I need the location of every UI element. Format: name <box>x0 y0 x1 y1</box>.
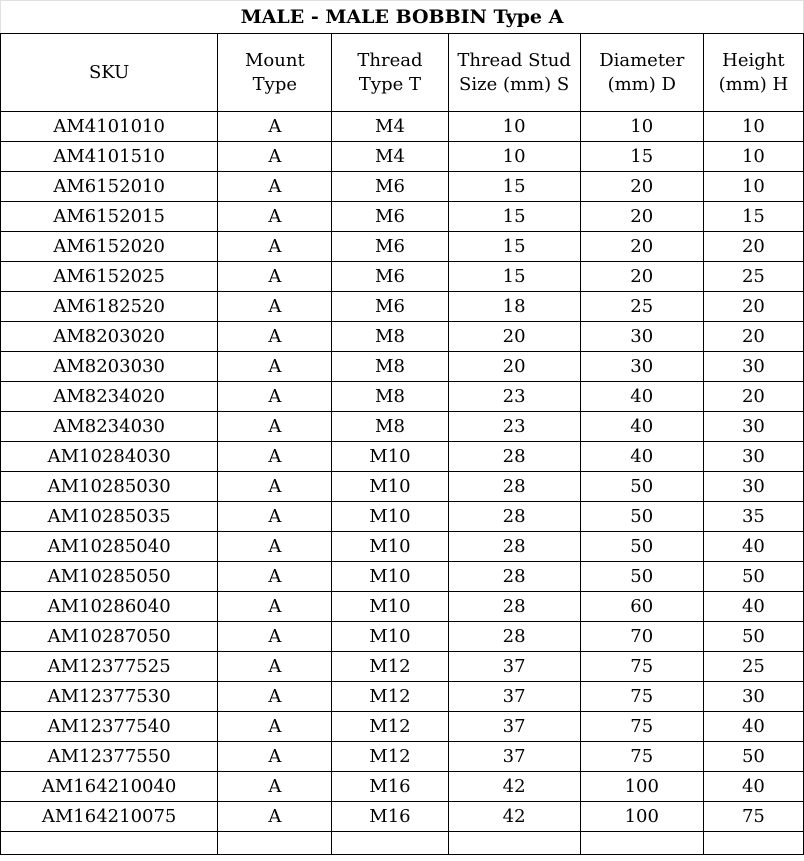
sku-cell: AM10285050 <box>1 562 218 592</box>
mount-type-cell: A <box>218 742 332 772</box>
sku-cell: AM10285030 <box>1 472 218 502</box>
height-cell: 50 <box>703 562 803 592</box>
mount-type-cell: A <box>218 322 332 352</box>
mount-type-cell: A <box>218 412 332 442</box>
thread-type-cell: M8 <box>332 352 448 382</box>
table-row <box>1 622 804 652</box>
thread-stud-size-cell: 42 <box>448 772 580 802</box>
empty-cell <box>218 832 332 855</box>
diameter-cell: 40 <box>580 412 703 442</box>
mount-type-cell: A <box>218 352 332 382</box>
header-thread-type: Thread Type T <box>332 34 448 112</box>
table-row <box>1 532 804 562</box>
thread-type-cell: M6 <box>332 262 448 292</box>
height-cell: 30 <box>703 352 803 382</box>
thread-stud-size-cell: 20 <box>448 352 580 382</box>
thread-stud-size-cell: 23 <box>448 382 580 412</box>
mount-type-cell: A <box>218 682 332 712</box>
thread-stud-size-cell: 37 <box>448 652 580 682</box>
thread-stud-size-cell: 28 <box>448 442 580 472</box>
empty-cell <box>580 832 703 855</box>
mount-type-cell: A <box>218 652 332 682</box>
table-row <box>1 292 804 322</box>
thread-type-cell: M4 <box>332 142 448 172</box>
thread-type-cell: M10 <box>332 562 448 592</box>
diameter-cell: 50 <box>580 562 703 592</box>
height-cell: 30 <box>703 682 803 712</box>
height-cell: 20 <box>703 292 803 322</box>
diameter-cell: 15 <box>580 142 703 172</box>
table-row <box>1 142 804 172</box>
sku-cell: AM164210075 <box>1 802 218 832</box>
sku-cell: AM4101510 <box>1 142 218 172</box>
height-cell: 40 <box>703 532 803 562</box>
mount-type-cell: A <box>218 262 332 292</box>
mount-type-cell: A <box>218 382 332 412</box>
sku-cell: AM6152015 <box>1 202 218 232</box>
mount-type-cell: A <box>218 472 332 502</box>
thread-type-cell: M12 <box>332 652 448 682</box>
thread-type-cell: M16 <box>332 802 448 832</box>
empty-cell <box>1 832 218 855</box>
table-body <box>1 112 804 855</box>
mount-type-cell: A <box>218 142 332 172</box>
mount-type-cell: A <box>218 532 332 562</box>
sku-cell: AM10285040 <box>1 532 218 562</box>
diameter-cell: 50 <box>580 472 703 502</box>
table-row <box>1 472 804 502</box>
sku-cell: AM8203030 <box>1 352 218 382</box>
empty-cell <box>448 832 580 855</box>
sku-cell: AM10284030 <box>1 442 218 472</box>
diameter-cell: 75 <box>580 712 703 742</box>
mount-type-cell: A <box>218 502 332 532</box>
empty-cell <box>703 832 803 855</box>
sku-cell: AM10287050 <box>1 622 218 652</box>
thread-stud-size-cell: 28 <box>448 502 580 532</box>
table-row <box>1 682 804 712</box>
table-row <box>1 172 804 202</box>
thread-stud-size-cell: 10 <box>448 142 580 172</box>
diameter-cell: 60 <box>580 592 703 622</box>
empty-table-row <box>1 832 804 855</box>
sku-cell: AM164210040 <box>1 772 218 802</box>
mount-type-cell: A <box>218 562 332 592</box>
table-title: MALE - MALE BOBBIN Type A <box>1 1 804 34</box>
table-row <box>1 652 804 682</box>
mount-type-cell: A <box>218 442 332 472</box>
thread-stud-size-cell: 15 <box>448 202 580 232</box>
mount-type-cell: A <box>218 592 332 622</box>
empty-cell <box>332 832 448 855</box>
height-cell: 50 <box>703 622 803 652</box>
height-cell: 75 <box>703 802 803 832</box>
mount-type-cell: A <box>218 772 332 802</box>
table-row <box>1 442 804 472</box>
diameter-cell: 100 <box>580 772 703 802</box>
table-row <box>1 232 804 262</box>
height-cell: 40 <box>703 712 803 742</box>
thread-stud-size-cell: 42 <box>448 802 580 832</box>
thread-type-cell: M12 <box>332 712 448 742</box>
header-thread-stud-size: Thread Stud Size (mm) S <box>448 34 580 112</box>
thread-stud-size-cell: 28 <box>448 592 580 622</box>
diameter-cell: 20 <box>580 202 703 232</box>
sku-cell: AM10286040 <box>1 592 218 622</box>
thread-type-cell: M10 <box>332 442 448 472</box>
height-cell: 25 <box>703 262 803 292</box>
header-mount-type: Mount Type <box>218 34 332 112</box>
height-cell: 10 <box>703 172 803 202</box>
thread-stud-size-cell: 28 <box>448 622 580 652</box>
mount-type-cell: A <box>218 292 332 322</box>
table-row <box>1 412 804 442</box>
sku-cell: AM12377525 <box>1 652 218 682</box>
thread-type-cell: M12 <box>332 682 448 712</box>
thread-stud-size-cell: 28 <box>448 472 580 502</box>
thread-type-cell: M10 <box>332 502 448 532</box>
table-row <box>1 202 804 232</box>
thread-type-cell: M6 <box>332 172 448 202</box>
thread-stud-size-cell: 18 <box>448 292 580 322</box>
height-cell: 50 <box>703 742 803 772</box>
table-row <box>1 592 804 622</box>
height-cell: 30 <box>703 442 803 472</box>
thread-stud-size-cell: 37 <box>448 742 580 772</box>
height-cell: 20 <box>703 382 803 412</box>
sku-cell: AM8203020 <box>1 322 218 352</box>
height-cell: 10 <box>703 142 803 172</box>
sku-cell: AM12377530 <box>1 682 218 712</box>
thread-type-cell: M8 <box>332 322 448 352</box>
thread-type-cell: M8 <box>332 412 448 442</box>
diameter-cell: 75 <box>580 682 703 712</box>
height-cell: 40 <box>703 592 803 622</box>
mount-type-cell: A <box>218 112 332 142</box>
sku-cell: AM8234020 <box>1 382 218 412</box>
diameter-cell: 30 <box>580 322 703 352</box>
table-row <box>1 712 804 742</box>
height-cell: 40 <box>703 772 803 802</box>
header-diameter: Diameter (mm) D <box>580 34 703 112</box>
thread-stud-size-cell: 10 <box>448 112 580 142</box>
table-row <box>1 562 804 592</box>
diameter-cell: 100 <box>580 802 703 832</box>
height-cell: 30 <box>703 412 803 442</box>
mount-type-cell: A <box>218 202 332 232</box>
sku-cell: AM12377540 <box>1 712 218 742</box>
thread-type-cell: M10 <box>332 532 448 562</box>
thread-stud-size-cell: 37 <box>448 682 580 712</box>
sku-cell: AM4101010 <box>1 112 218 142</box>
diameter-cell: 40 <box>580 442 703 472</box>
table-row <box>1 322 804 352</box>
thread-type-cell: M16 <box>332 772 448 802</box>
diameter-cell: 40 <box>580 382 703 412</box>
thread-type-cell: M8 <box>332 382 448 412</box>
mount-type-cell: A <box>218 232 332 262</box>
height-cell: 30 <box>703 472 803 502</box>
thread-type-cell: M10 <box>332 622 448 652</box>
table-row <box>1 802 804 832</box>
thread-type-cell: M10 <box>332 472 448 502</box>
sku-cell: AM8234030 <box>1 412 218 442</box>
diameter-cell: 70 <box>580 622 703 652</box>
sku-cell: AM6152025 <box>1 262 218 292</box>
table-row <box>1 352 804 382</box>
header-row <box>1 34 804 112</box>
height-cell: 20 <box>703 232 803 262</box>
thread-type-cell: M6 <box>332 292 448 322</box>
table-row <box>1 742 804 772</box>
diameter-cell: 50 <box>580 532 703 562</box>
sku-cell: AM6182520 <box>1 292 218 322</box>
height-cell: 20 <box>703 322 803 352</box>
diameter-cell: 20 <box>580 232 703 262</box>
table-row <box>1 772 804 802</box>
thread-stud-size-cell: 20 <box>448 322 580 352</box>
table-row <box>1 502 804 532</box>
mount-type-cell: A <box>218 622 332 652</box>
diameter-cell: 30 <box>580 352 703 382</box>
height-cell: 35 <box>703 502 803 532</box>
thread-stud-size-cell: 15 <box>448 262 580 292</box>
mount-type-cell: A <box>218 172 332 202</box>
header-height: Height (mm) H <box>703 34 803 112</box>
thread-type-cell: M4 <box>332 112 448 142</box>
thread-stud-size-cell: 28 <box>448 532 580 562</box>
diameter-cell: 50 <box>580 502 703 532</box>
height-cell: 25 <box>703 652 803 682</box>
diameter-cell: 20 <box>580 172 703 202</box>
header-sku: SKU <box>1 34 218 112</box>
title-row <box>1 1 804 34</box>
table-row <box>1 262 804 292</box>
sku-cell: AM6152020 <box>1 232 218 262</box>
sku-cell: AM10285035 <box>1 502 218 532</box>
thread-stud-size-cell: 23 <box>448 412 580 442</box>
diameter-cell: 10 <box>580 112 703 142</box>
mount-type-cell: A <box>218 712 332 742</box>
diameter-cell: 75 <box>580 742 703 772</box>
sku-cell: AM12377550 <box>1 742 218 772</box>
diameter-cell: 25 <box>580 292 703 322</box>
sku-cell: AM6152010 <box>1 172 218 202</box>
thread-type-cell: M6 <box>332 232 448 262</box>
diameter-cell: 20 <box>580 262 703 292</box>
height-cell: 10 <box>703 112 803 142</box>
thread-type-cell: M12 <box>332 742 448 772</box>
thread-stud-size-cell: 28 <box>448 562 580 592</box>
mount-type-cell: A <box>218 802 332 832</box>
thread-type-cell: M6 <box>332 202 448 232</box>
diameter-cell: 75 <box>580 652 703 682</box>
table-row <box>1 112 804 142</box>
thread-stud-size-cell: 15 <box>448 232 580 262</box>
thread-stud-size-cell: 37 <box>448 712 580 742</box>
height-cell: 15 <box>703 202 803 232</box>
table-row <box>1 382 804 412</box>
thread-type-cell: M10 <box>332 592 448 622</box>
thread-stud-size-cell: 15 <box>448 172 580 202</box>
